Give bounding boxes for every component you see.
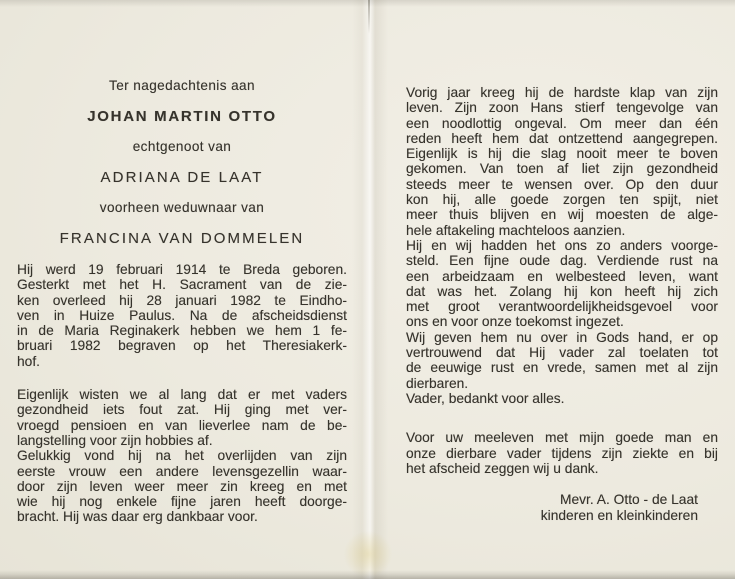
fold-crease-top: [368, 0, 370, 34]
text-line: Gesterkt met het H. Sacrament van de zie-: [17, 277, 347, 293]
center-fold-crease: [352, 0, 388, 579]
deceased-name: JOHAN MARTIN OTTO: [87, 107, 277, 125]
right-page-text: [406, 85, 718, 524]
paragraph-old-age: [406, 238, 718, 330]
text-line: bruari 1982 begraven op het Theresiakerk-: [17, 338, 347, 354]
paper-stain: [344, 531, 392, 577]
text-line: een arbeidzaam en welbesteed leven, want: [406, 268, 718, 284]
left-page-text: [17, 262, 347, 525]
text-line: leven. Zijn zoon Hans stierf tengevolge van: [406, 100, 718, 116]
text-line: Mevr. A. Otto - de Laat: [559, 492, 698, 508]
dedication-line: Ter nagedachtenis aan: [109, 78, 255, 93]
paragraph-health: [17, 387, 347, 448]
relation-widower-line: voorheen weduwnaar van: [99, 200, 265, 215]
text-line: eerste vrouw een andere levensgezellin waar-: [17, 463, 347, 479]
text-line: reden heeft hem dat ontzettend aangegrepen.: [406, 130, 718, 146]
text-line: steld. Een fijne oude dag. Verdiende rust na: [406, 253, 718, 269]
text-line: Hij werd 19 februari 1914 te Breda geboren.: [17, 262, 347, 277]
text-line: kon hij, alle goede zorgen ten spijt, niet: [406, 192, 718, 208]
memorial-header: [17, 78, 347, 261]
text-line: met groot verantwoordelijkheidsgevoel voor: [406, 299, 718, 315]
text-line: gekomen. Van toen af liet zijn gezondheid: [406, 161, 718, 177]
text-line: vroegd pensioen en van lieverlee nam de be-: [17, 417, 347, 433]
text-line: wie hij nog enkele fijne jaren heeft doorge-: [17, 494, 347, 510]
paragraph-gods-hand: [406, 330, 718, 391]
text-line: langstelling voor zijn hobbies af.: [17, 432, 213, 448]
text-line: bracht. Hij was daar erg dankbaar voor.: [17, 509, 258, 525]
text-line: in de Maria Reginakerk hebben we hem 1 fe-: [17, 323, 347, 339]
text-line: Hij en wij hadden het ons zo anders voorge-: [406, 237, 718, 253]
text-line: Voor uw meeleven met mijn goede man en: [406, 430, 718, 446]
text-line: Eigenlijk is hij die slag nooit meer te boven: [406, 146, 718, 162]
text-line: gezondheid iets fout zat. Hij ging met ver-: [17, 402, 347, 418]
spouse-name: ADRIANA DE LAAT: [100, 168, 264, 186]
text-line: vertrouwend dat Hij vader zal toelaten tot: [406, 345, 718, 361]
text-line: de eeuwige rust en vrede, samen met al zijn: [406, 360, 718, 376]
text-line: dierbaren.: [406, 375, 469, 391]
text-line: onze dierbare vader tijdens zijn ziekte en bij: [406, 445, 718, 461]
text-line: kinderen en kleinkinderen: [540, 508, 698, 524]
text-line: steeds meer te wensen over. Op den duur: [406, 176, 718, 192]
text-line: ven in Huize Paulus. Na de afscheidsdienst: [17, 307, 347, 323]
scan-edge-top-shadow: [0, 0, 735, 7]
text-line: ken overleed hij 28 januari 1982 te Eindho-: [17, 292, 347, 308]
text-line: Wij geven hem nu over in Gods hand, er op: [406, 329, 718, 345]
paragraph-acknowledgement: [406, 430, 718, 476]
paragraph-son-death: [406, 85, 718, 238]
text-line: een noodlottig ongeval. Om meer dan één: [406, 115, 718, 131]
text-line: Vader, bedankt voor alles.: [406, 390, 565, 406]
relation-husband-line: echtgenoot van: [132, 139, 232, 154]
text-line: Vorig jaar kreeg hij de hardste klap van zijn: [406, 85, 718, 100]
paragraph-thanks-father: [406, 391, 718, 406]
scan-edge-bottom-shadow: [0, 570, 735, 579]
signature-block: [406, 492, 718, 524]
text-line: het afscheid zeggen wij u dank.: [406, 460, 599, 476]
text-line: Eigenlijk wisten we al lang dat er met vaders: [17, 387, 347, 403]
paragraph-birth-death: [17, 262, 347, 369]
text-line: door zijn leven weer meer zin kreeg en met: [17, 478, 347, 494]
paragraph-second-wife: [17, 448, 347, 524]
first-spouse-name: FRANCINA VAN DOMMELEN: [59, 229, 305, 247]
text-line: hele aftakeling machteloos aanzien.: [406, 222, 626, 238]
text-line: meer thuis blijven en wij moesten de alge-: [406, 207, 718, 223]
text-line: ons en voor onze toekomst ingezet.: [406, 314, 624, 330]
text-line: hof.: [17, 353, 41, 369]
text-line: dat was het. Zolang hij kon heeft hij zich: [406, 283, 718, 299]
text-line: Gelukkig vond hij na het overlijden van zijn: [17, 448, 347, 464]
